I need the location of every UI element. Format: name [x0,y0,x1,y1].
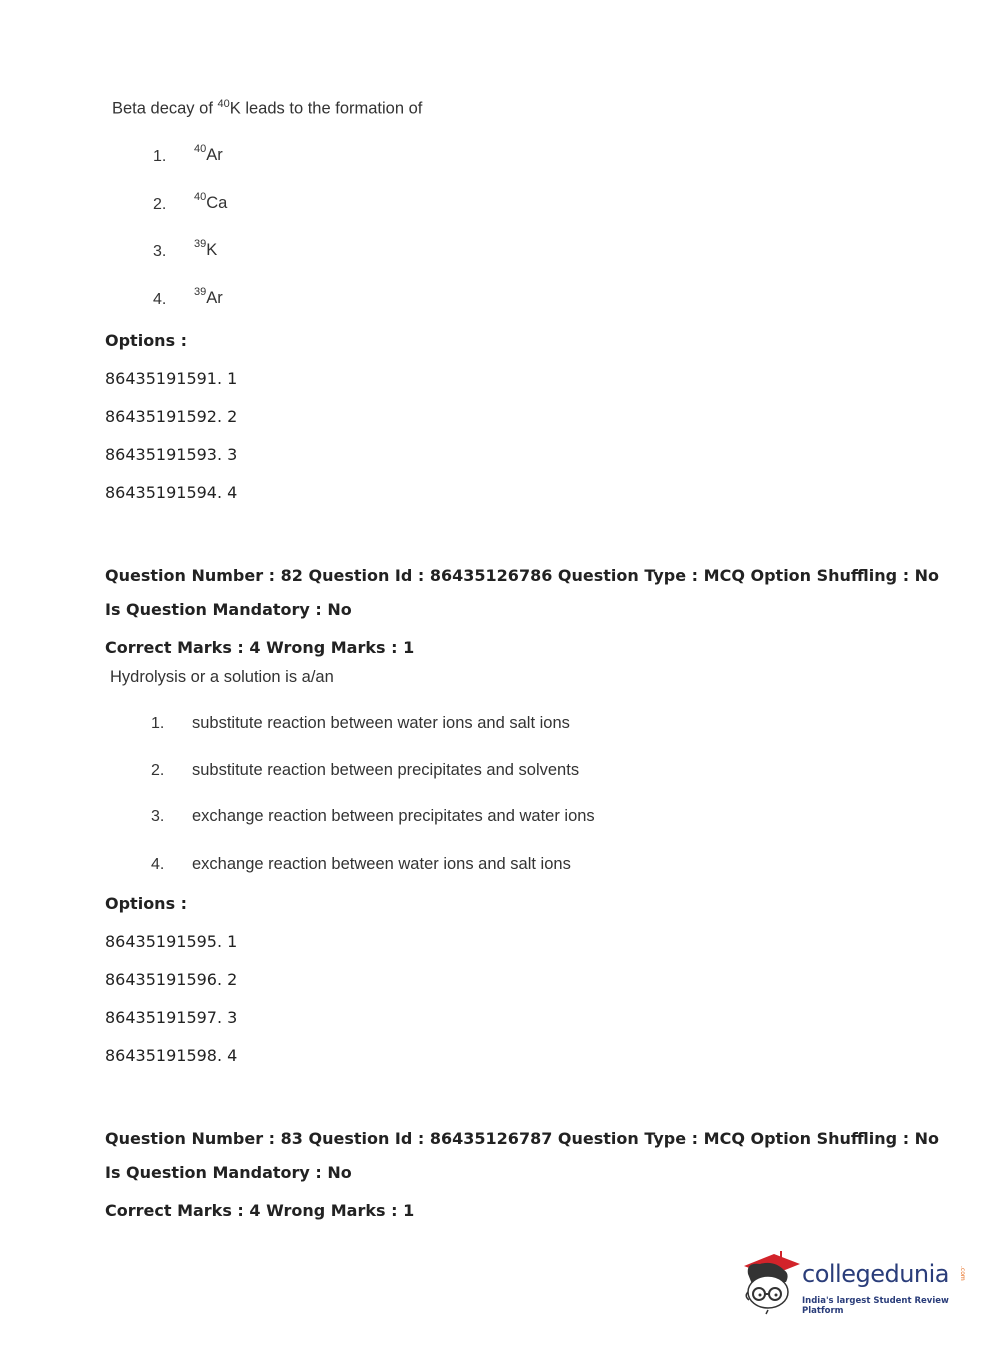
q82-choice-3-number: 3. [151,808,165,825]
logo-wordmark: collegedunia [802,1260,950,1288]
q81-choice-4-isotope: $^{39}$Ar [194,285,223,307]
q83-marks: Correct Marks : 4 Wrong Marks : 1 [105,1201,415,1220]
q81-choice-3-isotope: $^{39}$K [194,237,218,259]
q81-options-label: Options : [105,331,188,350]
q82-choice-3-text: exchange reaction between precipitates and water ions [192,807,595,825]
q81-choice-1-number: 1. [153,148,167,165]
q82-option-id-3: 86435191597. 3 [105,1008,238,1027]
q81-choice-1-isotope: $^{40}$Ar [194,142,223,164]
q81-option-id-1: 86435191591. 1 [105,369,238,388]
q81-choice-4-number: 4. [153,291,167,308]
q81-option-id-4: 86435191594. 4 [105,483,238,502]
q82-choice-2-text: substitute reaction between precipitates and solvents [192,761,580,779]
q81-choice-2-number: 2. [153,196,167,213]
q82-choice-2-number: 2. [151,762,165,779]
q81-choice-2-isotope: $^{40}$Ca [194,190,228,212]
mascot-icon [740,1248,804,1318]
q82-option-id-2: 86435191596. 2 [105,970,238,989]
q81-choice-3-number: 3. [153,243,167,260]
q82-header: Question Number : 82 Question Id : 86435126786 Question Type : MCQ Option Shuffling : No [105,566,940,585]
q82-choice-1-number: 1. [151,715,165,732]
logo-dotcom: .com [959,1266,966,1281]
q82-marks: Correct Marks : 4 Wrong Marks : 1 [105,638,415,657]
q82-options-label: Options : [105,894,188,913]
q82-option-id-4: 86435191598. 4 [105,1046,238,1065]
q82-option-id-1: 86435191595. 1 [105,932,238,951]
q82-choice-4-number: 4. [151,856,165,873]
collegedunia-logo [740,1248,970,1318]
q81-question-text: Beta decay of $^{40}$K leads to the formation of [112,98,423,118]
q81-option-id-2: 86435191592. 2 [105,407,238,426]
q82-question-text: Hydrolysis or a solution is a/an [110,668,334,686]
q81-option-id-3: 86435191593. 3 [105,445,238,464]
q82-choice-4-text: exchange reaction between water ions and salt ions [192,855,571,873]
q83-mandatory: Is Question Mandatory : No [105,1163,352,1182]
q82-choice-1-text: substitute reaction between water ions and salt ions [192,714,570,732]
q83-header: Question Number : 83 Question Id : 86435126787 Question Type : MCQ Option Shuffling : No [105,1129,940,1148]
logo-tagline: India's largest Student Review Platform [802,1296,949,1316]
q82-mandatory: Is Question Mandatory : No [105,600,352,619]
